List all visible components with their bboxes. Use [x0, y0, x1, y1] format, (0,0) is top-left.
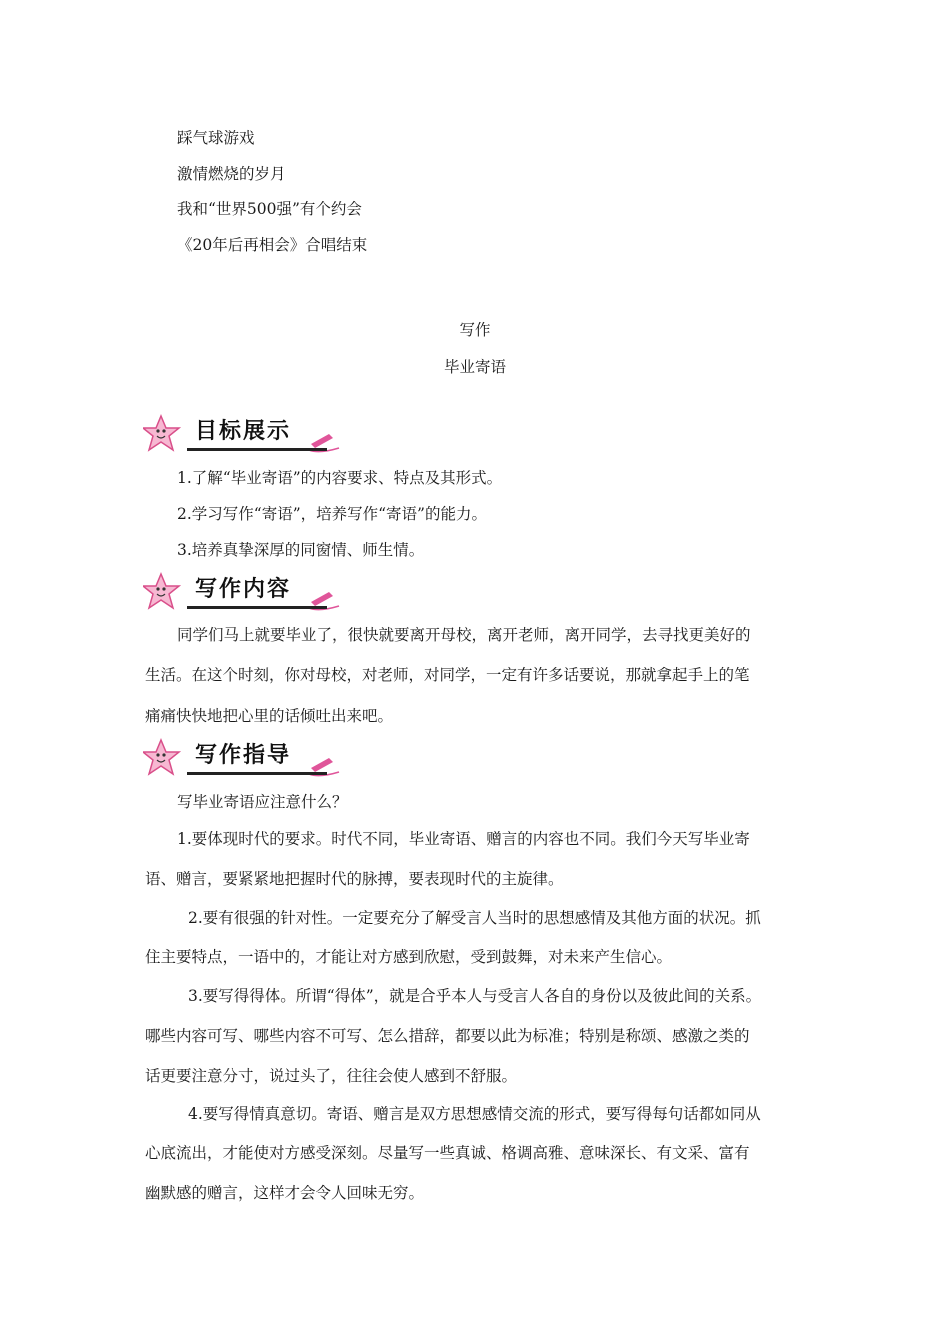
goal-item: 3.培养真挚深厚的同窗情、师生情。 [177, 541, 425, 559]
page-heading: 写作 [459, 321, 491, 339]
section-title: 写作内容 [195, 577, 292, 602]
program-item: 《20年后再相会》合唱结束 [177, 236, 368, 254]
guide-line: 幽默感的赠言，这样才会令人回味无穷。 [145, 1184, 425, 1202]
guide-line: 哪些内容可写、哪些内容不可写、怎么措辞，都要以此为标准；特别是称颂、感激之类的 [145, 1027, 750, 1045]
content-line: 同学们马上就要毕业了，很快就要离开母校，离开老师，离开同学，去寻找更美好的 [177, 626, 751, 644]
page-subheading: 毕业寄语 [443, 358, 506, 376]
guide-question: 写毕业寄语应注意什么？ [177, 793, 348, 811]
program-item: 我和“世界500强”有个约会 [177, 200, 362, 218]
section-title: 写作指导 [195, 743, 292, 768]
guide-line: 1.要体现时代的要求。时代不同，毕业寄语、赠言的内容也不同。我们今天写毕业寄 [177, 830, 750, 848]
content-line: 生活。在这个时刻，你对母校，对老师，对同学，一定有许多话要说，那就拿起手上的笔 [145, 666, 750, 684]
guide-line: 住主要特点，一语中的，才能让对方感到欣慰，受到鼓舞，对未来产生信心。 [145, 948, 673, 966]
section-header-content [143, 572, 343, 616]
section-header-guide [143, 738, 343, 782]
guide-line: 话更要注意分寸，说过头了，往往会使人感到不舒服。 [145, 1067, 518, 1085]
program-item: 激情燃烧的岁月 [177, 165, 286, 183]
guide-line: 语、赠言，要紧紧地把握时代的脉搏，要表现时代的主旋律。 [145, 870, 564, 888]
guide-line: 心底流出，才能使对方感受深刻。尽量写一些真诚、格调高雅、意味深长、有文采、富有 [145, 1144, 750, 1162]
section-underline [187, 772, 327, 775]
content-line: 痛痛快快地把心里的话倾吐出来吧。 [145, 707, 394, 725]
section-title: 目标展示 [195, 419, 292, 444]
program-item: 踩气球游戏 [177, 129, 255, 147]
goal-item: 1.了解“毕业寄语”的内容要求、特点及其形式。 [177, 469, 503, 487]
goal-item: 2.学习写作“寄语”，培养写作“寄语”的能力。 [177, 505, 487, 523]
guide-line: 4.要写得情真意切。寄语、赠言是双方思想感情交流的形式，要写得每句话都如同从 [188, 1105, 761, 1123]
section-underline [187, 448, 327, 451]
guide-line: 3.要写得得体。所谓“得体”，就是合乎本人与受言人各自的身份以及彼此间的关系。 [188, 987, 762, 1005]
section-header-goals [143, 414, 343, 458]
guide-line: 2.要有很强的针对性。一定要充分了解受言人当时的思想感情及其他方面的状况。抓 [188, 909, 761, 927]
section-underline [187, 606, 327, 609]
